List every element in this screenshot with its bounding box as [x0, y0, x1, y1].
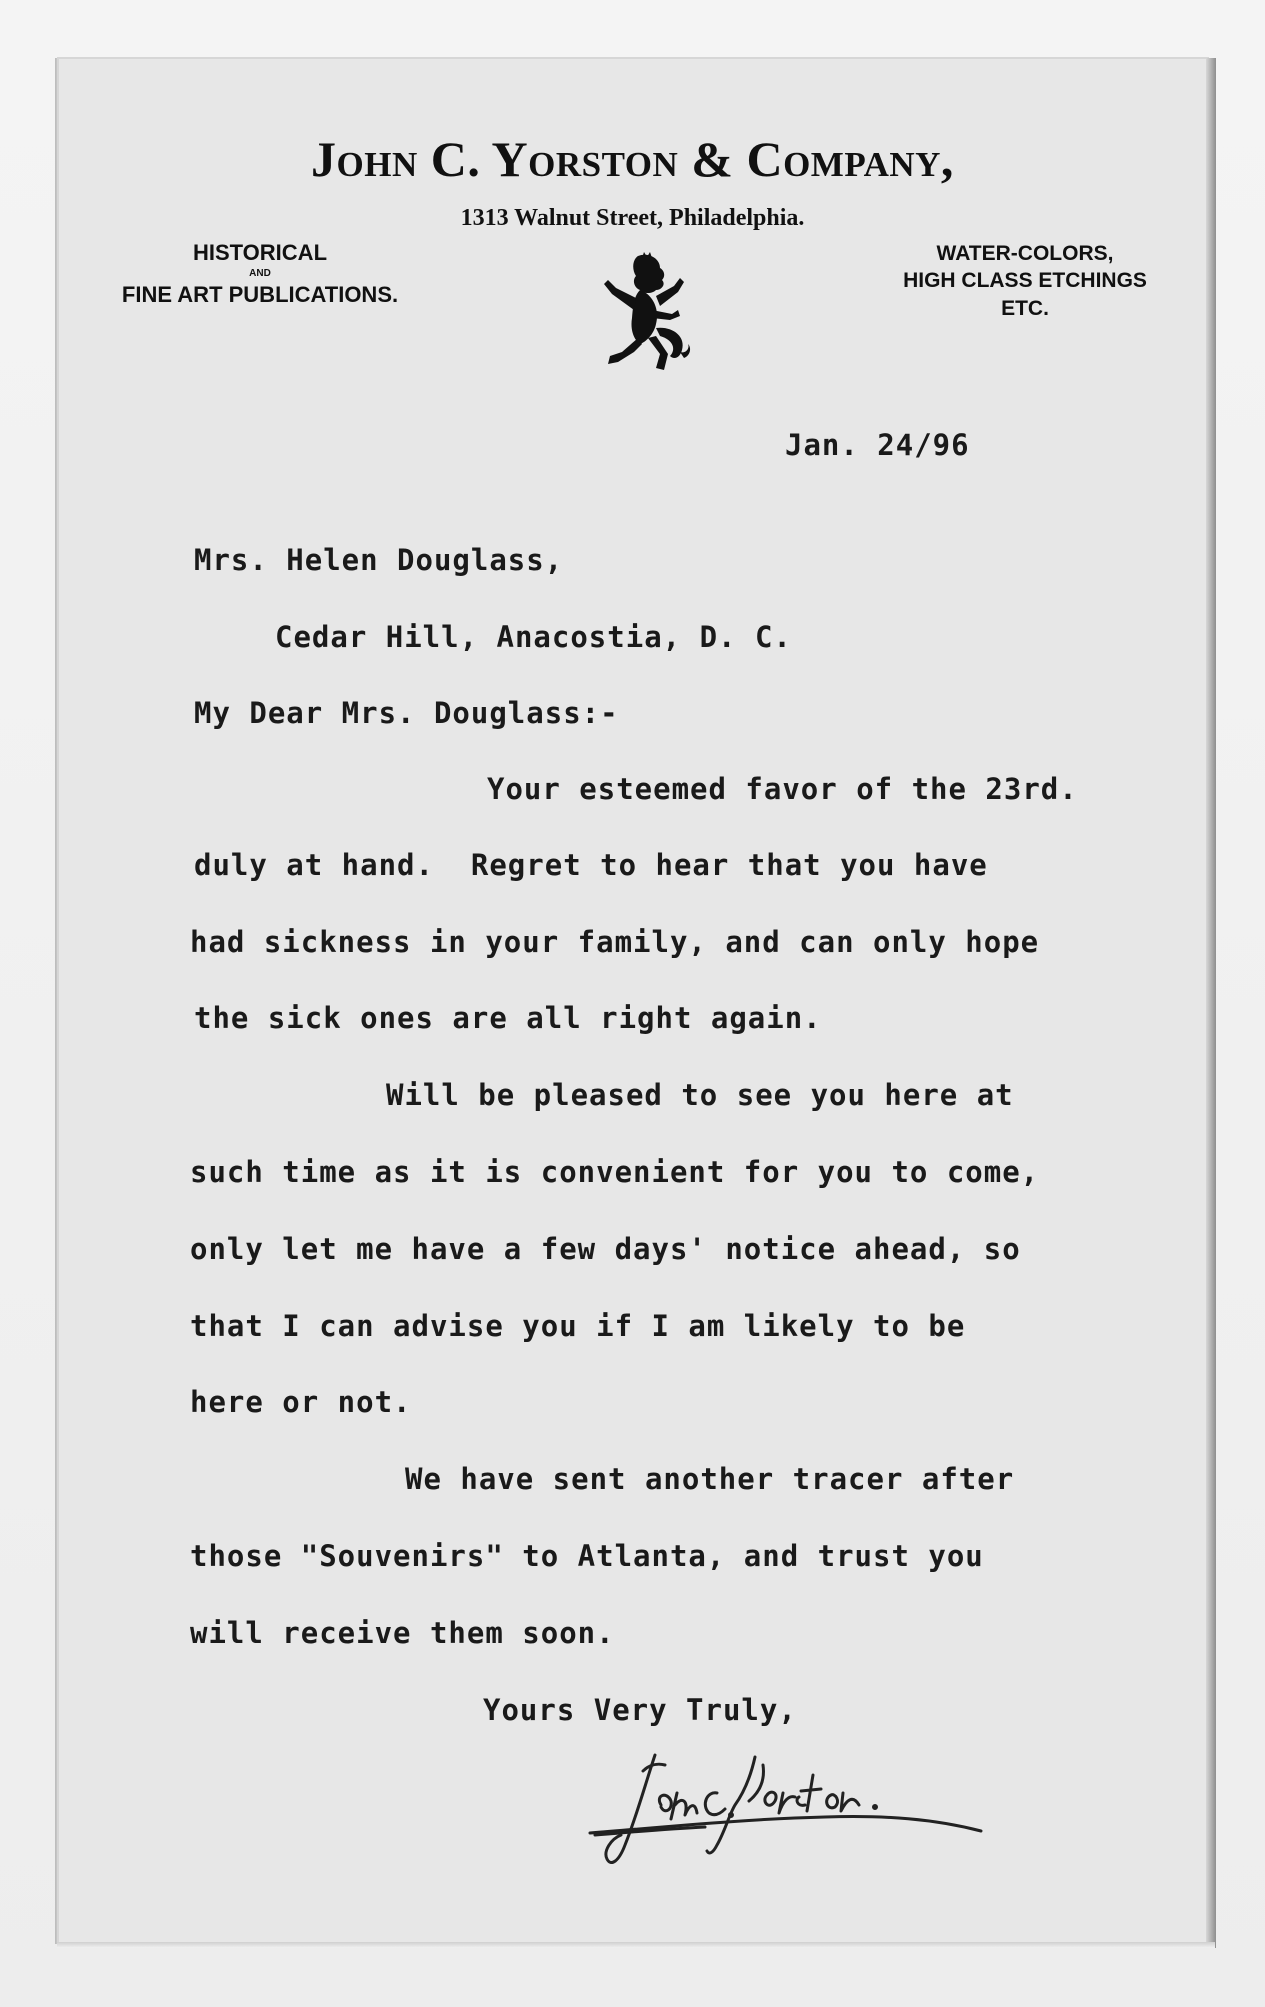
body-line: Your esteemed favor of the 23rd. [487, 772, 1078, 806]
company-name: John C. Yorston & Company, [311, 131, 954, 187]
letterhead-left-line-2: AND [249, 268, 271, 280]
body-line: duly at hand. Regret to hear that you have [194, 848, 988, 882]
letter-date: Jan. 24/96 [785, 428, 970, 462]
body-line: such time as it is convenient for you to come, [190, 1155, 1040, 1189]
body-line: those "Souvenirs" to Atlanta, and trust you [190, 1539, 984, 1573]
body-line: We have sent another tracer after [405, 1462, 1015, 1496]
salutation: My Dear Mrs. Douglass:- [194, 696, 619, 730]
company-address: 1313 Walnut Street, Philadelphia. [460, 205, 805, 231]
body-line: only let me have a few days' notice ahead, so [190, 1232, 1021, 1266]
handwritten-signature [585, 1735, 985, 1885]
paper-bottom-edge [57, 1942, 1215, 1948]
letterhead-right-line-3: ETC. [1001, 296, 1049, 320]
closing: Yours Very Truly, [483, 1693, 797, 1727]
body-line: that I can advise you if I am likely to be [190, 1309, 966, 1343]
letterhead-right-line-1: WATER-COLORS, [936, 242, 1114, 265]
body-line: Will be pleased to see you here at [386, 1078, 1014, 1112]
letterhead-left-block [100, 240, 420, 309]
body-line: will receive them soon. [190, 1616, 615, 1650]
letterhead-right-block [865, 240, 1185, 322]
letterhead-left-line-3: FINE ART PUBLICATIONS. [121, 282, 399, 308]
rampant-lion-icon [590, 252, 695, 377]
letterhead-left-line-1: HISTORICAL [192, 240, 328, 265]
body-line: had sickness in your family, and can only hope [190, 925, 1040, 959]
paper-right-edge [1206, 58, 1216, 1948]
body-line: the sick ones are all right again. [194, 1001, 822, 1035]
recipient-address: Cedar Hill, Anacostia, D. C. [275, 620, 792, 654]
letterhead-right-line-2: HIGH CLASS ETCHINGS [903, 269, 1147, 293]
body-line: here or not. [190, 1385, 412, 1419]
recipient-name: Mrs. Helen Douglass, [194, 543, 564, 577]
